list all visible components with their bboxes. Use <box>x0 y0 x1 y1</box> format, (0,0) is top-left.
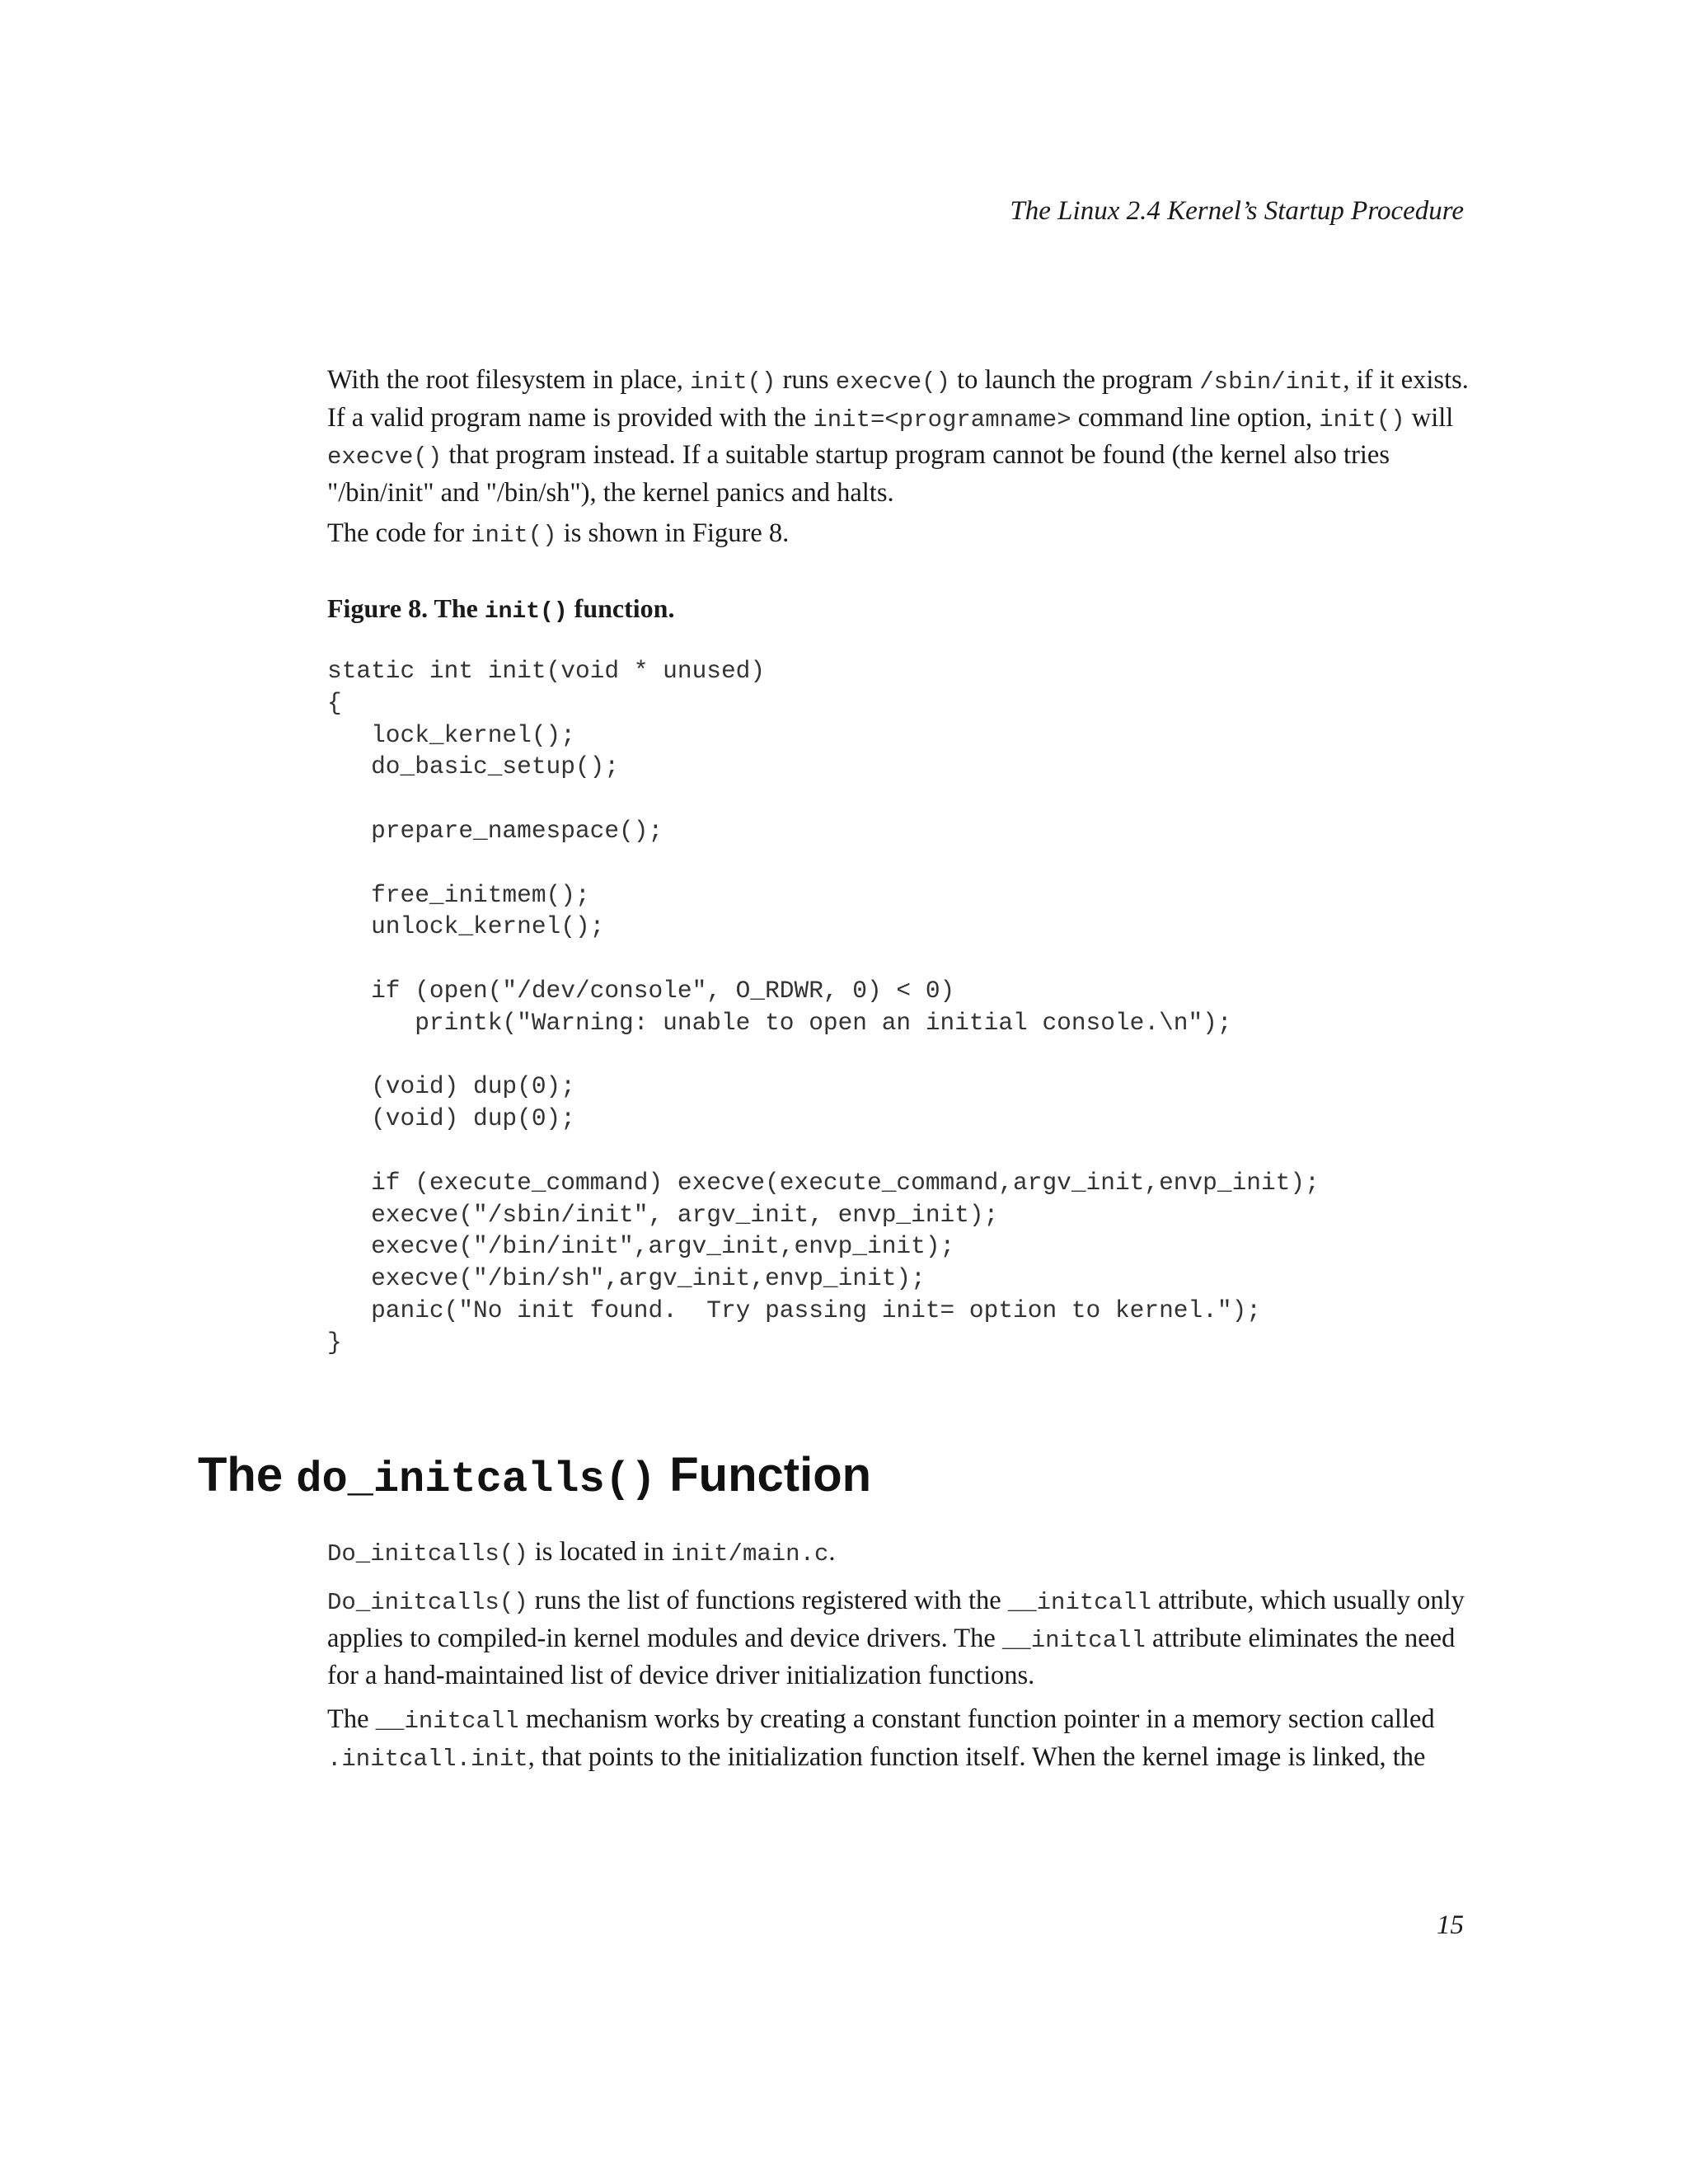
code-line: execve("/bin/init",argv_init,envp_init); <box>327 1232 955 1261</box>
code-line: do_basic_setup(); <box>327 752 620 781</box>
code-execve: execve() <box>327 443 443 471</box>
code-sbin-init: /sbin/init <box>1199 368 1343 396</box>
code-init: init() <box>690 368 776 396</box>
paragraph-location <box>327 1535 1481 1572</box>
code-execve: execve() <box>835 368 950 396</box>
caption-suffix: function. <box>567 593 675 623</box>
text-run: attribute, which usually only applies to compiled-in kernel modules and device drivers. The <box>327 1586 1465 1653</box>
paragraph-initcall-mechanism <box>327 1702 1481 1777</box>
paragraph-root-filesystem <box>327 363 1481 511</box>
code-initcall: __initcall <box>1001 1626 1146 1654</box>
section-heading <box>198 1446 871 1509</box>
code-line: prepare_namespace(); <box>327 816 663 845</box>
code-line: execve("/bin/sh",argv_init,envp_init); <box>327 1264 926 1293</box>
code-line: lock_kernel(); <box>327 720 575 749</box>
figure-caption <box>327 592 674 629</box>
text-run: The <box>327 1704 376 1734</box>
text-run: attribute eliminates the need for a hand-maintained list of device driver initialization functions. <box>327 1623 1456 1690</box>
code-initcall-init: .initcall.init <box>327 1745 528 1773</box>
code-init: init() <box>1319 405 1405 434</box>
text-run: , that points to the initialization function itself. When the kernel image is linked, the <box>528 1741 1426 1772</box>
code-listing <box>327 655 1320 1359</box>
code-do-initcalls: Do_initcalls() <box>327 1589 528 1616</box>
code-line: } <box>327 1328 342 1357</box>
caption-prefix: Figure 8. The <box>327 593 485 623</box>
text-run: . <box>828 1537 836 1567</box>
code-line: { <box>327 688 342 717</box>
text-run: to launch the program <box>950 365 1200 395</box>
code-line: execve("/sbin/init", argv_init, envp_init); <box>327 1200 999 1229</box>
text-run: With the root filesystem in place, <box>327 365 691 395</box>
heading-suffix: Function <box>656 1448 872 1502</box>
code-line: unlock_kernel(); <box>327 912 605 941</box>
text-run: , if it exists. If a valid program name is provided with the <box>327 365 1469 433</box>
page-number: 15 <box>1437 1910 1464 1940</box>
running-header: The Linux 2.4 Kernel’s Startup Procedure <box>1010 196 1464 226</box>
text-run: command line option, <box>1071 402 1320 433</box>
text-run: that program instead. If a suitable startup program cannot be found (the kernel also tries "/bin/init" and "/bin/sh"), the kernel panics and halts. <box>327 440 1390 508</box>
heading-prefix: The <box>198 1448 297 1502</box>
paragraph-code-reference <box>327 516 1481 554</box>
text-run: The code for <box>327 518 471 548</box>
heading-code: do_initcalls() <box>296 1455 657 1504</box>
code-line: printk("Warning: unable to open an initial console.\n"); <box>327 1008 1232 1037</box>
code-line: (void) dup(0); <box>327 1104 575 1133</box>
code-initcall: __initcall <box>375 1708 519 1735</box>
code-line: free_initmem(); <box>327 880 590 909</box>
text-run: mechanism works by creating a constant function pointer in a memory section called <box>518 1704 1435 1734</box>
paragraph-initcall-description <box>327 1583 1481 1694</box>
code-line: static int init(void * unused) <box>327 657 766 685</box>
text-run: is located in <box>528 1537 671 1567</box>
code-line: if (open("/dev/console", O_RDWR, 0) < 0) <box>327 976 955 1005</box>
text-run: runs the list of functions registered with the <box>528 1586 1008 1615</box>
code-init-option: init=<programname> <box>813 405 1071 434</box>
text-run: runs <box>776 365 836 395</box>
text-run: is shown in Figure 8. <box>556 518 790 548</box>
code-main-c: init/main.c <box>670 1540 829 1568</box>
code-line: (void) dup(0); <box>327 1072 575 1101</box>
code-line: if (execute_command) execve(execute_command,argv_init,envp_init); <box>327 1168 1320 1197</box>
code-init: init() <box>471 522 557 549</box>
code-do-initcalls: Do_initcalls() <box>327 1540 528 1568</box>
text-run: will <box>1404 402 1454 433</box>
code-line: panic("No init found. Try passing init= option to kernel."); <box>327 1296 1261 1324</box>
code-initcall: __initcall <box>1007 1589 1151 1616</box>
caption-code: init() <box>484 599 568 625</box>
